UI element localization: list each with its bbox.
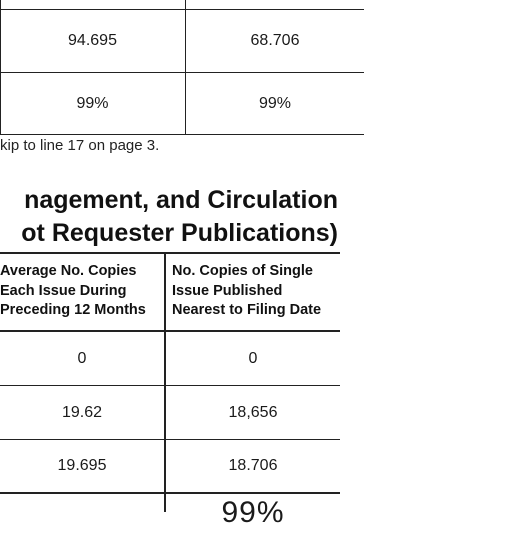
instruction-note: kip to line 17 on page 3. — [0, 137, 160, 154]
lower-table-cell: 19.62 — [61, 403, 103, 421]
header-line: Each Issue During — [0, 282, 127, 299]
column-header-average — [0, 262, 146, 321]
upper-table-cell: 68.706 — [250, 32, 300, 49]
lower-table-cell: 0 — [77, 349, 87, 367]
header-line: Nearest to Filing Date — [172, 302, 322, 318]
lower-table-cell: 18,656 — [228, 403, 278, 421]
header-line: Preceding 12 Months — [0, 302, 146, 318]
lower-table-cell: 0 — [248, 349, 258, 367]
lower-table-row-line — [0, 492, 340, 494]
header-line: Average No. Copies — [0, 263, 137, 279]
lower-table-partial-cell: 99% — [221, 496, 285, 529]
upper-table-cell: 99% — [258, 94, 292, 112]
section-heading-line-2: ot Requester Publications) — [21, 219, 338, 247]
lower-table-cell: 18.706 — [228, 457, 278, 474]
lower-table-top-line — [0, 252, 340, 254]
header-line: No. Copies of Single — [172, 263, 313, 279]
upper-table-bottom-line — [0, 134, 364, 135]
upper-table-cell: 99% — [76, 94, 109, 112]
upper-table-cell: 94.695 — [68, 32, 117, 49]
header-line: Issue Published — [172, 282, 283, 299]
lower-table-cell: 19.695 — [57, 457, 107, 474]
section-heading-line-1: nagement, and Circulation — [24, 186, 338, 214]
column-header-single-issue — [172, 262, 321, 321]
